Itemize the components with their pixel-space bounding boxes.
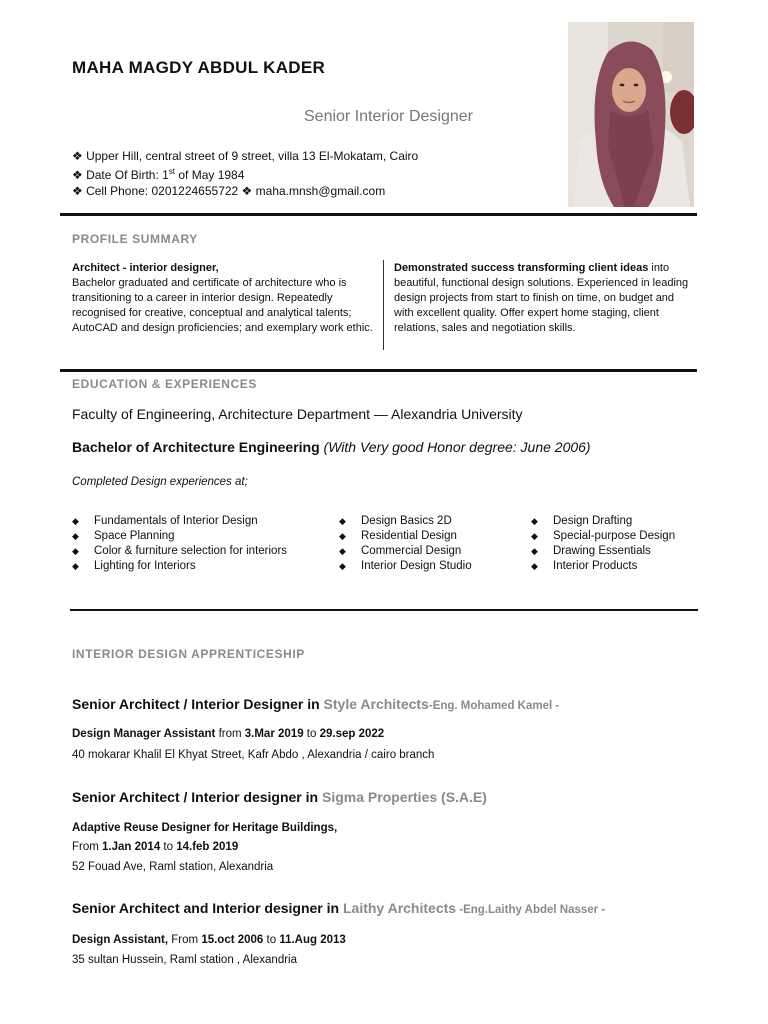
bullet-icon: ◆ — [339, 531, 346, 541]
job-role: Senior Architect / Interior designer in — [72, 789, 322, 805]
bullet-icon: ◆ — [531, 531, 538, 541]
job-heading — [72, 900, 605, 916]
job-heading — [72, 696, 559, 712]
profile-right-column — [394, 261, 696, 336]
course-label: Interior Design Studio — [361, 560, 472, 572]
bullet-icon: ◆ — [531, 546, 538, 556]
degree-line — [72, 439, 591, 455]
bullet-icon: ◆ — [531, 516, 538, 526]
company-lead: -Eng. Mohamed Kamel - — [428, 700, 560, 712]
course-label: Fundamentals of Interior Design — [94, 515, 258, 527]
course-list-col2 — [339, 514, 472, 574]
faculty-line: Faculty of Engineering, Architecture Department — Alexandria University — [72, 406, 523, 422]
header-divider — [60, 213, 697, 216]
bullet-icon: ◆ — [339, 561, 346, 571]
dob-line — [72, 164, 418, 183]
course-label: Drawing Essentials — [553, 545, 651, 557]
list-item — [339, 559, 472, 574]
profile-right-body: into beautiful, functional design solutions. Experienced in leading design projects from start to finish on time, on budget and with excellent quality. Offer expert home staging, client relations, sales and negotiation skills. — [394, 262, 689, 334]
candidate-name: MAHA MAGDY ABDUL KADER — [72, 58, 326, 77]
phone-email-line: ❖ Cell Phone: 0201224655722 ❖ maha.mnsh@gmail.com — [72, 184, 386, 198]
profile-column-divider — [383, 260, 384, 350]
bullet-icon: ◆ — [531, 561, 538, 571]
profile-left-body: Bachelor graduated and certificate of architecture who is transitioning to a career in interior design. Repeatedly recognised for creative, conceptual and analytical talents; AutoCAD and design proficiencies; and exemplary work ethic. — [72, 277, 373, 334]
course-label: Lighting for Interiors — [94, 560, 196, 572]
bullet-icon: ◆ — [72, 546, 79, 556]
list-item — [339, 514, 472, 529]
list-item — [531, 559, 675, 574]
profile-left-title: Architect - interior designer, — [72, 262, 219, 274]
bullet-icon: ◆ — [72, 561, 79, 571]
start-date: 3.Mar 2019 — [244, 728, 304, 740]
bullet-icon: ◆ — [72, 531, 79, 541]
list-item — [531, 544, 675, 559]
job-heading — [72, 789, 487, 805]
profile-divider — [60, 369, 697, 372]
profile-summary-heading: PROFILE SUMMARY — [72, 232, 198, 246]
profile-right-bold: Demonstrated success transforming client ideas — [394, 262, 649, 274]
course-label: Space Planning — [94, 530, 175, 542]
to-word: to — [303, 728, 320, 740]
from-word: From — [72, 841, 103, 853]
completed-label: Completed Design experiences at; — [72, 476, 248, 488]
degree-note: (With Very good Honor degree: June 2006) — [319, 439, 591, 455]
course-list-col1 — [72, 514, 287, 574]
course-label: Color & furniture selection for interiors — [94, 545, 288, 557]
list-item — [72, 544, 287, 559]
course-label: Design Drafting — [553, 515, 633, 527]
list-item — [531, 529, 675, 544]
dob-suffix: of May 1984 — [175, 168, 245, 182]
company-name: Style Architects — [323, 696, 429, 712]
course-label: Special-purpose Design — [553, 530, 676, 542]
contact-block — [72, 148, 418, 199]
course-label: Commercial Design — [361, 545, 462, 557]
job-position: Design Assistant, — [72, 934, 169, 946]
company-name: Sigma Properties (S.A.E) — [321, 789, 487, 805]
end-date: 14.feb 2019 — [176, 841, 239, 853]
job-role: Senior Architect and Interior designer in — [72, 900, 343, 916]
profile-photo — [568, 22, 694, 207]
dob-prefix: ❖ Date Of Birth: 1 — [72, 168, 169, 182]
end-date: 11.Aug 2013 — [279, 934, 346, 946]
bullet-icon: ◆ — [339, 516, 346, 526]
course-label: Design Basics 2D — [361, 515, 452, 527]
company-name: Laithy Architects — [342, 900, 457, 916]
course-label: Interior Products — [553, 560, 638, 572]
list-item — [531, 514, 675, 529]
list-item — [72, 514, 287, 529]
to-word: to — [263, 934, 280, 946]
list-item — [339, 529, 472, 544]
list-item — [72, 529, 287, 544]
job-address: 40 mokarar Khalil El Khyat Street, Kafr Abdo , Alexandria / cairo branch — [72, 749, 435, 761]
education-divider — [70, 609, 698, 611]
profile-left-column — [72, 261, 373, 336]
to-word: to — [160, 841, 177, 853]
from-word: From — [168, 934, 202, 946]
job-position: Adaptive Reuse Designer for Heritage Buildings, — [72, 822, 338, 834]
start-date: 15.oct 2006 — [201, 934, 264, 946]
address-line: ❖ Upper Hill, central street of 9 street, villa 13 El-Mokatam, Cairo — [72, 149, 419, 163]
start-date: 1.Jan 2014 — [102, 841, 161, 853]
job-position: Design Manager Assistant — [72, 728, 216, 740]
job-address: 52 Fouad Ave, Raml station, Alexandria — [72, 861, 274, 873]
bullet-icon: ◆ — [72, 516, 79, 526]
degree-name: Bachelor of Architecture Engineering — [72, 439, 320, 455]
end-date: 29.sep 2022 — [319, 728, 385, 740]
dob-sup: st — [168, 167, 176, 176]
course-label: Residential Design — [361, 530, 457, 542]
list-item — [339, 544, 472, 559]
job-title: Senior Interior Designer — [304, 108, 473, 125]
bullet-icon: ◆ — [339, 546, 346, 556]
company-lead: -Eng.Laithy Abdel Nasser - — [456, 904, 606, 916]
apprenticeship-heading: INTERIOR DESIGN APPRENTICESHIP — [72, 647, 305, 661]
job-address: 35 sultan Hussein, Raml station , Alexandria — [72, 954, 298, 966]
job-position-line — [72, 934, 346, 946]
education-heading: EDUCATION & EXPERIENCES — [72, 377, 257, 391]
from-word: from — [215, 728, 245, 740]
job-dates-line — [72, 841, 238, 853]
job-position-line — [72, 728, 384, 740]
job-role: Senior Architect / Interior Designer in — [72, 696, 324, 712]
list-item — [72, 559, 287, 574]
course-list-col3 — [531, 514, 675, 574]
